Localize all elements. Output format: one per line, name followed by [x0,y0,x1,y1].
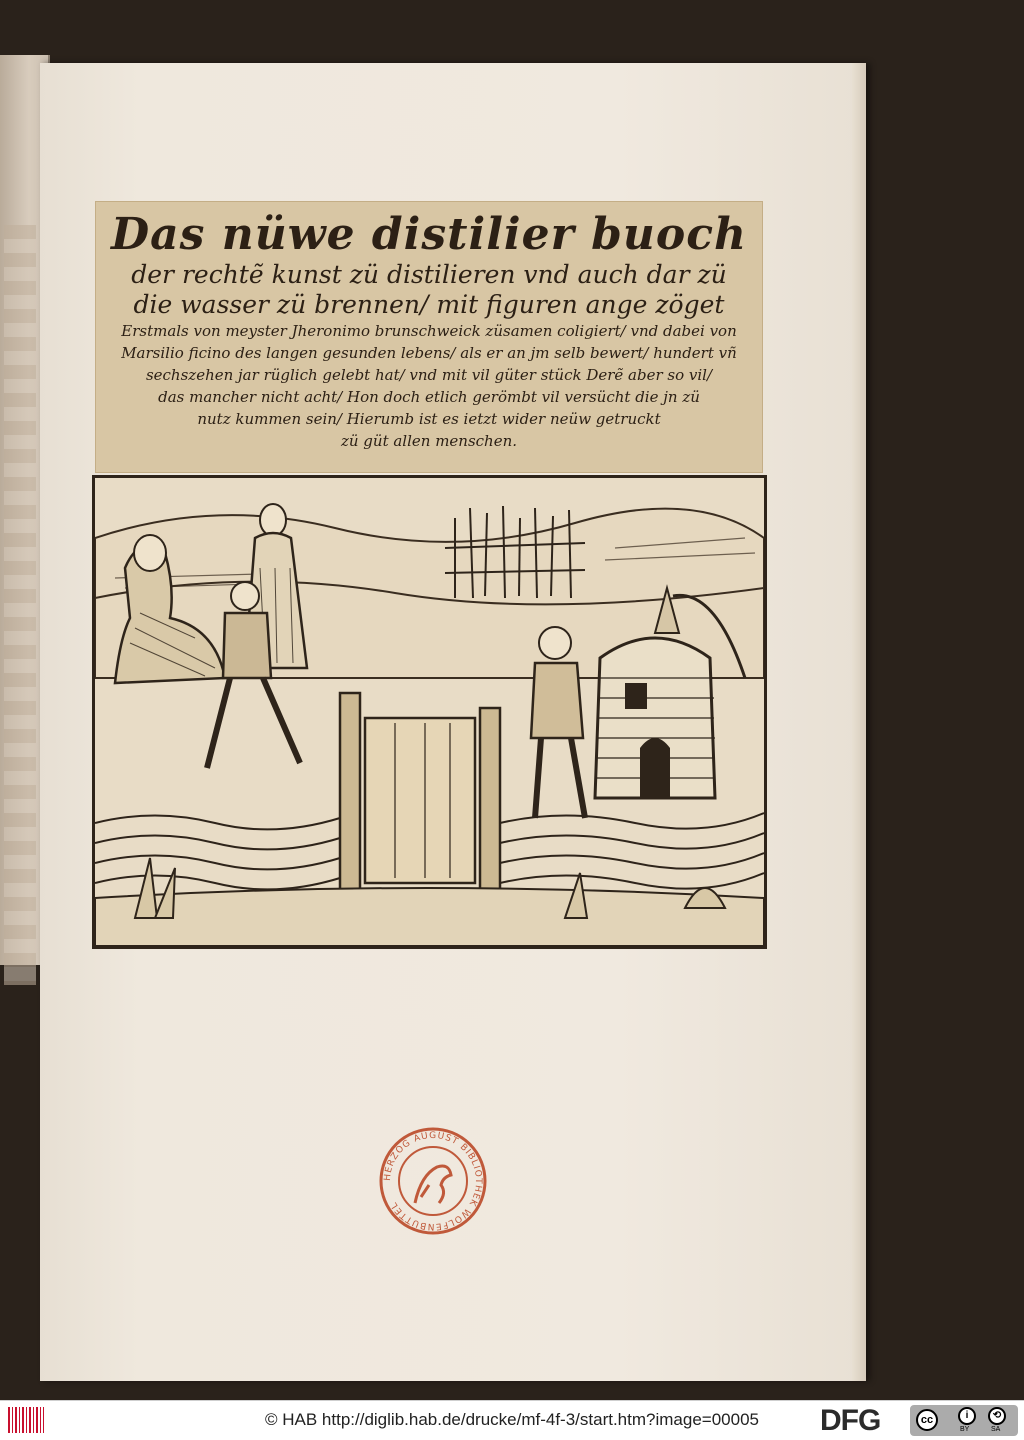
by-label: BY [960,1426,970,1433]
stamp-seal-icon [377,1125,489,1237]
viewer-footer [0,1400,1024,1440]
title-line-4: Erstmals von meyster Jheronimo brunschweick züsamen coligiert/ vnd dabei von [121,322,737,340]
title-line-5: Marsilio ficino des langen gesunden lebens/ als er an jm selb bewert/ hundert vñ [121,344,737,362]
page-edge [852,63,866,1381]
title-line-8: nutz kummen sein/ Hierumb ist es ietzt wider neüw getruckt [197,410,661,428]
title-line-6: sechszehen jar rüglich gelebt hat/ vnd mit vil güter stück Derẽ aber so vil/ [145,366,713,384]
dfg-logo: DFG [820,1404,881,1437]
cc-license-badge[interactable] [910,1405,1018,1436]
woodcut-illustration [92,475,767,949]
book-page [40,63,866,1381]
title-block [95,201,763,473]
by-icon: i [958,1407,976,1425]
library-stamp [377,1125,489,1237]
svg-text:HERZOG AUGUST BIBLIOTHEK WOLFE [383,1131,483,1231]
cc-icon: cc [916,1409,938,1431]
title-line-9: zü güt allen menschen. [340,432,518,450]
title-line-2: der rechtẽ kunst zü distilieren vnd auch dar zü [131,260,727,289]
copyright-link[interactable]: © HAB http://diglib.hab.de/drucke/mf-4f-3/start.htm?image=00005 [265,1410,759,1429]
sa-label: SA [991,1426,1001,1433]
title-line-3: die wasser zü brennen/ mit figuren ange zöget [133,290,725,319]
sa-icon: ⟲ [988,1407,1006,1425]
title-line-1: Das nüwe distilier buoch [110,209,748,260]
stamp-text: HERZOG AUGUST BIBLIOTHEK WOLFENBÜTTEL [382,1130,484,1232]
title-line-7: das mancher nicht acht/ Hon doch etlich gerömbt vil versücht die jn zü [158,388,700,406]
previous-page-text-strip [4,225,36,985]
woodcut-drawing [95,478,764,946]
